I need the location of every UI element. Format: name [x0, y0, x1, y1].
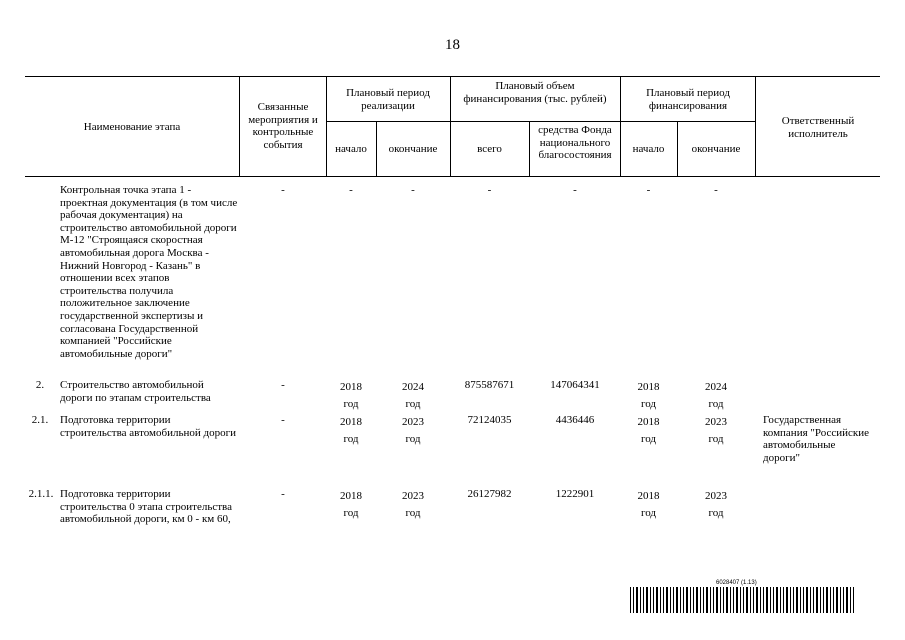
barcode-bar [643, 587, 644, 613]
col-divider [620, 76, 621, 176]
row-name: Контрольная точка этапа 1 - проектная документация (в том числе рабочая документация) на строительство автомобильной дороги М-12 "Строящаяся скоростная автомобильная дорога Москва - Нижний Новгород - Казань" в отношении всех этапов строительства получила положительное заключение государственной экспертизы и согласована Государственной компанией "Российские автомобильные дороги" [60, 184, 238, 360]
barcode-bar [803, 587, 804, 613]
year-value: 2018 [637, 490, 660, 502]
barcode-bar [823, 587, 824, 613]
row-total: 26127982 [467, 488, 512, 500]
barcode-bar [756, 587, 758, 613]
row-number: 2.1.1. [28, 488, 54, 500]
barcode-bar [760, 587, 761, 613]
year-unit: год [343, 398, 359, 410]
barcode-bar [793, 587, 794, 613]
header-start: начало [335, 143, 367, 155]
barcode [630, 587, 856, 613]
barcode-bar [820, 587, 821, 613]
row-fin-end [677, 488, 755, 522]
header-start2: начало [632, 143, 665, 155]
header-bottom-rule [25, 176, 880, 177]
row-name: Строительство автомобильной дороги по этапам строительства [60, 379, 211, 404]
row-fin-start [620, 379, 677, 413]
year-value: 2018 [340, 381, 362, 393]
header-total: всего [477, 143, 502, 155]
barcode-bar [673, 587, 674, 613]
year-unit: год [343, 433, 359, 445]
row-responsible: Государственная компания "Российские автомобильные дороги" [763, 414, 870, 464]
header-end: окончание [388, 143, 438, 155]
barcode-bar [830, 587, 831, 613]
barcode-bar [706, 587, 708, 613]
barcode-bar [646, 587, 648, 613]
row-fin-start [620, 488, 677, 522]
barcode-bar [686, 587, 688, 613]
barcode-bar [733, 587, 734, 613]
row-fund: 4436446 [555, 414, 595, 426]
barcode-bar [670, 587, 671, 613]
barcode-bar [683, 587, 684, 613]
year-unit: год [708, 507, 724, 519]
row-impl-end: - [411, 184, 415, 196]
header-plan-period-fin: Плановый период финансирования [646, 87, 730, 112]
table-top-rule [25, 76, 880, 77]
barcode-bar [753, 587, 754, 613]
barcode-bar [800, 587, 801, 613]
row-number: 2.1. [31, 414, 49, 426]
barcode-bar [636, 587, 638, 613]
barcode-bar [710, 587, 711, 613]
year-value: 2018 [637, 381, 660, 393]
barcode-bar [676, 587, 678, 613]
year-unit: год [708, 398, 724, 410]
row-impl-end [376, 379, 450, 413]
barcode-bar [716, 587, 718, 613]
barcode-bar [696, 587, 698, 613]
barcode-bar [740, 587, 741, 613]
year-value: 2023 [705, 490, 727, 502]
row-impl-end [376, 488, 450, 522]
barcode-bar [726, 587, 728, 613]
row-impl-start [326, 414, 376, 448]
header-related-events: Связанные мероприятия и контрольные события [248, 101, 318, 151]
row-fin-end [677, 414, 755, 448]
year-value: 2023 [402, 416, 424, 428]
barcode-bar [790, 587, 791, 613]
row-fin-end: - [714, 184, 718, 196]
col-divider [326, 76, 327, 176]
year-value: 2018 [340, 416, 362, 428]
barcode-bar [783, 587, 784, 613]
row-related: - [281, 488, 285, 500]
barcode-bar [663, 587, 664, 613]
barcode-bar [720, 587, 721, 613]
header-fund: средства Фонда национального благосостояния [538, 124, 612, 161]
row-fin-start [620, 414, 677, 448]
barcode-bar [660, 587, 661, 613]
barcode-bar [770, 587, 771, 613]
barcode-bar [816, 587, 818, 613]
year-value: 2018 [637, 416, 660, 428]
row-impl-end [376, 414, 450, 448]
row-impl-start: - [349, 184, 353, 196]
year-unit: год [405, 507, 421, 519]
row-related: - [281, 379, 285, 391]
row-related: - [281, 184, 285, 196]
year-unit: год [640, 433, 657, 445]
barcode-bar [840, 587, 841, 613]
header-plan-period-impl: Плановый период реализации [346, 87, 430, 112]
year-unit: год [343, 507, 359, 519]
row-fund: 147064341 [550, 379, 600, 391]
barcode-bar [806, 587, 808, 613]
barcode-bar [700, 587, 701, 613]
barcode-bar [766, 587, 768, 613]
year-unit: год [405, 433, 421, 445]
barcode-bar [773, 587, 774, 613]
barcode-bar [666, 587, 668, 613]
barcode-bar [736, 587, 738, 613]
barcode-bar [640, 587, 641, 613]
year-unit: год [708, 433, 724, 445]
col-divider [239, 76, 240, 176]
year-value: 2018 [340, 490, 362, 502]
row-name: Подготовка территории строительства 0 этапа строительства автомобильной дороги, км 0 - км 60, [60, 488, 232, 526]
row-fund: - [573, 184, 577, 196]
barcode-bar [703, 587, 704, 613]
year-value: 2024 [705, 381, 727, 393]
barcode-bar [836, 587, 838, 613]
row-fin-end [677, 379, 755, 413]
barcode-bar [853, 587, 854, 613]
barcode-bar [650, 587, 651, 613]
row-impl-start [326, 379, 376, 413]
year-value: 2023 [402, 490, 424, 502]
barcode-bar [680, 587, 681, 613]
barcode-bar [713, 587, 714, 613]
year-value: 2023 [705, 416, 727, 428]
row-name: Подготовка территории строительства автомобильной дороги [60, 414, 236, 439]
barcode-bar [730, 587, 731, 613]
row-impl-start [326, 488, 376, 522]
header-responsible: Ответственный исполнитель [781, 115, 855, 140]
row-fund: 1222901 [555, 488, 595, 500]
col-divider [755, 76, 756, 176]
year-unit: год [405, 398, 421, 410]
barcode-bar [826, 587, 828, 613]
header-end2: окончание [691, 143, 741, 155]
year-unit: год [640, 507, 657, 519]
row-total: 875587671 [464, 379, 515, 391]
barcode-bar [690, 587, 691, 613]
barcode-bar [723, 587, 724, 613]
barcode-bar [656, 587, 658, 613]
page-number: 18 [445, 37, 460, 53]
barcode-bar [750, 587, 751, 613]
barcode-bar [763, 587, 764, 613]
barcode-bar [846, 587, 848, 613]
header-stage-name: Наименование этапа [83, 121, 181, 133]
barcode-bar [780, 587, 781, 613]
barcode-bar [796, 587, 798, 613]
barcode-bar [810, 587, 811, 613]
row-related: - [281, 414, 285, 426]
barcode-number: 6028407 (1.13) [716, 580, 757, 586]
header-plan-volume: Плановый объем финансирования (тыс. рублей) [463, 80, 607, 105]
barcode-bar [653, 587, 654, 613]
barcode-bar [776, 587, 778, 613]
barcode-bar [850, 587, 851, 613]
row-number: 2. [35, 379, 45, 391]
header-sub-rule [326, 121, 755, 122]
barcode-bar [813, 587, 814, 613]
barcode-bar [843, 587, 844, 613]
year-value: 2024 [402, 381, 424, 393]
barcode-bar [743, 587, 744, 613]
year-unit: год [640, 398, 657, 410]
col-divider [450, 76, 451, 176]
row-total: - [487, 184, 492, 196]
barcode-bar [693, 587, 694, 613]
barcode-bar [630, 587, 631, 613]
row-fin-start: - [646, 184, 651, 196]
barcode-bar [633, 587, 634, 613]
row-total: 72124035 [467, 414, 512, 426]
barcode-bar [786, 587, 788, 613]
barcode-bar [746, 587, 748, 613]
barcode-bar [833, 587, 834, 613]
